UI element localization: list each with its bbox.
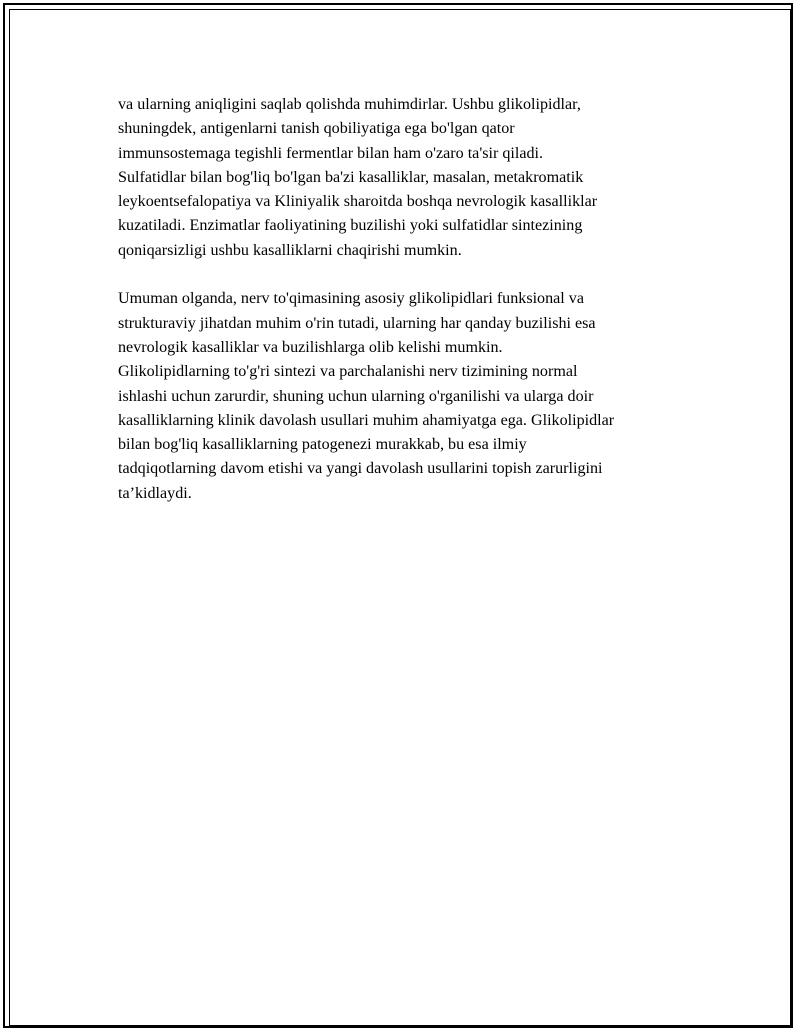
text-line: Sulfatidlar bilan bog'liq bo'lgan ba'zi kasalliklar, masalan, metakromatik [118, 168, 584, 186]
paragraph-2 [118, 287, 694, 506]
text-line: nevrologik kasalliklar va buzilishlarga olib kelishi mumkin. [118, 338, 503, 356]
text-line: ta’kidlaydi. [118, 484, 192, 502]
text-line: leykoentsefalopatiya va Kliniyalik sharoitda boshqa nevrologik kasalliklar [118, 193, 598, 211]
text-line: kuzatiladi. Enzimatlar faoliyatining buzilishi yoki sulfatidlar sintezining [118, 217, 583, 235]
text-line: va ularning aniqligini saqlab qolishda muhimdirlar. Ushbu glikolipidlar, [118, 96, 581, 113]
text-line: bilan bog'liq kasalliklarning patogenezi murakkab, bu esa ilmiy [118, 436, 527, 454]
text-line: strukturaviy jihatdan muhim o'rin tutadi, ularning har qanday buzilishi esa [118, 314, 596, 332]
text-line: shuningdek, antigenlarni tanish qobiliyatiga ega bo'lgan qator [118, 120, 515, 138]
document-body [118, 93, 694, 530]
text-line: Umuman olganda, nerv to'qimasining asosiy glikolipidlari funksional va [118, 290, 584, 308]
paragraph-1 [118, 93, 694, 263]
text-line: ishlashi uchun zarurdir, shuning uchun ularning o'rganilishi va ularga doir [118, 387, 594, 405]
text-line: immunsostemaga tegishli fermentlar bilan ham o'zaro ta'sir qiladi. [118, 144, 544, 162]
text-line: tadqiqotlarning davom etishi va yangi davolash usullarini topish zarurligini [118, 460, 603, 478]
text-line: Glikolipidlarning to'g'ri sintezi va parchalanishi nerv tizimining normal [118, 363, 578, 381]
text-line: kasalliklarning klinik davolash usullari muhim ahamiyatga ega. Glikolipidlar [118, 411, 615, 429]
text-line: qoniqarsizligi ushbu kasalliklarni chaqirishi mumkin. [118, 241, 462, 259]
